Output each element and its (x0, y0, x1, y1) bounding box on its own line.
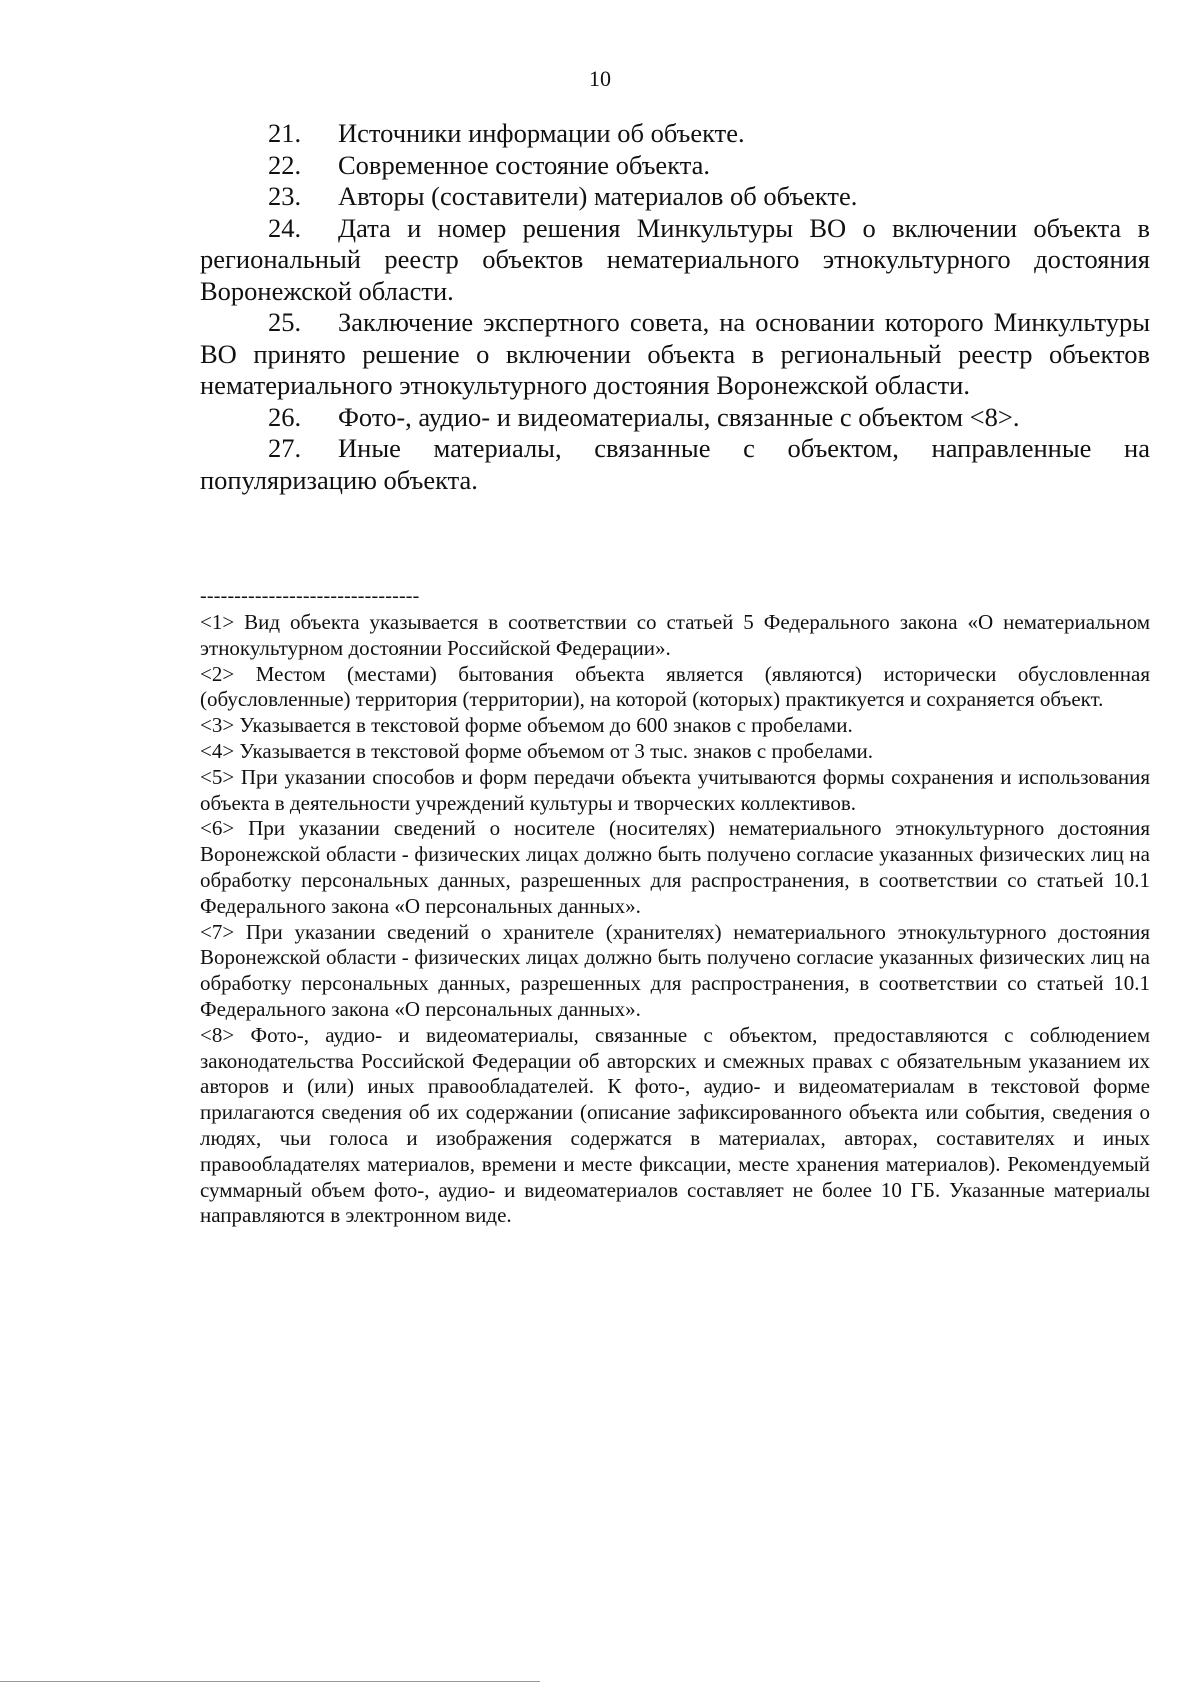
item-text: Заключение экспертного совета, на основании которого Минкультуры ВО принято решение о включении объекта в региональный реестр объектов нематериального этнокультурного достояния Воронежской области. (200, 307, 1150, 400)
item-number: 25. (268, 307, 302, 337)
item-text: Современное состояние объекта. (338, 149, 711, 180)
numbered-list (200, 118, 1150, 496)
footnote-5: <5> При указании способов и форм передачи объекта учитываются формы сохранения и использования объекта в деятельности учреждений культуры и творческих коллективов. (200, 764, 1150, 815)
footnote-2: <2> Местом (местами) бытования объекта является (являются) исторически обусловленная (обусловленные) территория (территории), на которой (которых) практикуется и сохраняется объект. (200, 661, 1150, 712)
list-item-24 (200, 213, 1150, 308)
footnote-separator: -------------------------------- (200, 585, 420, 607)
item-number: 23. (268, 181, 302, 211)
item-number: 22. (268, 149, 302, 180)
item-text: Дата и номер решения Минкультуры ВО о включении объекта в региональный реестр объектов нематериального этнокультурного достояния Воронежской области. (200, 212, 1150, 306)
footnote-4: <4> Указывается в текстовой форме объемом от 3 тыс. знаков с пробелами. (200, 738, 874, 763)
list-item-27 (200, 433, 1150, 496)
list-item-25 (200, 307, 1150, 402)
list-item-22 (200, 150, 1150, 182)
footnote-7: <7> При указании сведений о хранителе (хранителях) нематериального этнокультурного достояния Воронежской области - физических лицах должно быть получено согласие указанных физических лиц на обработку персональных данных, разрешенных для распространения, в соответствии со статьей 10.1 Федерального закона «О персональных данных». (200, 919, 1150, 1021)
item-text: Авторы (составители) материалов об объекте. (338, 181, 858, 211)
list-item-26 (200, 402, 1150, 434)
footnote-1: <1> Вид объекта указывается в соответствии со статьей 5 Федерального закона «О нематериальном этнокультурном достоянии Российской Федерации». (200, 610, 1150, 660)
item-text: Фото-, аудио- и видеоматериалы, связанные с объектом <8>. (338, 401, 1020, 432)
footnotes (200, 610, 1150, 1229)
item-text: Источники информации об объекте. (338, 118, 745, 148)
list-item-21 (200, 118, 1150, 150)
footnote-8: <8> Фото-, аудио- и видеоматериалы, связанные с объектом, предоставляются с соблюдением законодательства Российской Федерации об авторских и смежных правах с обязательным указанием их авторов и (или) иных правообладателей. К фото-, аудио- и видеоматериалам в текстовой форме прилагаются сведения об их содержании (описание зафиксированного объекта или события, сведения о людях, чьи голоса и изображения содержатся в материалах, авторах, составителях и иных правообладателях материалов, времени и месте фиксации, месте хранения материалов). Рекомендуемый суммарный объем фото-, аудио- и видеоматериалов составляет не более 10 ГБ. Указанные материалы направляются в электронном виде. (200, 1022, 1150, 1228)
item-number: 27. (268, 433, 302, 463)
item-number: 24. (268, 212, 302, 243)
item-number: 21. (268, 118, 302, 148)
item-number: 26. (268, 401, 302, 432)
page-number: 10 (589, 66, 611, 91)
item-text: Иные материалы, связанные с объектом, направленные на популяризацию объекта. (200, 433, 1150, 495)
list-item-23 (200, 181, 1150, 213)
scan-edge-line (0, 1681, 540, 1682)
footnote-6: <6> При указании сведений о носителе (носителях) нематериального этнокультурного достояния Воронежской области - физических лицах должно быть получено согласие указанных физических лиц на обработку персональных данных, разрешенных для распространения, в соответствии со статьей 10.1 Федерального закона «О персональных данных». (200, 816, 1150, 918)
footnote-3: <3> Указывается в текстовой форме объемом до 600 знаков с пробелами. (200, 713, 853, 738)
